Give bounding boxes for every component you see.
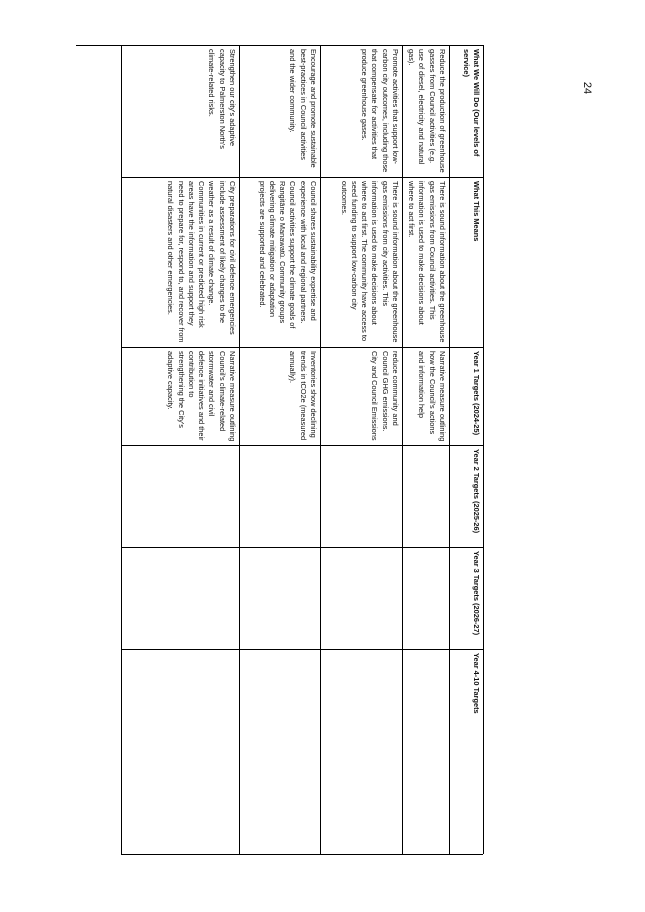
row3-year3 [239,548,320,650]
row4-year1: Narrative measure outlining Council's climate-related stormwater and civil defence initiatives and their contribution to strengthening the City's adaptive capacity. [121,348,239,446]
row4-means: City preparations for civil defence emergencies include assessment of likely changes to the weather as a result of climate change. Communities in current or predicted high risk areas have the information and support they need to prepare for, respond to, and recover from natural disasters and other emergencies. [121,178,239,348]
row1-year4-10 [402,650,449,855]
row3-year1: Inventories show declining trends in tCO2e (measured annually). [239,348,320,446]
row3-will-do: Encourage and promote sustainable best-practices in Council activities and the wider community. [239,46,320,178]
row1-year2 [402,446,449,548]
row2-year2 [320,446,402,548]
row2-means: There is sound information about the greenhouse gas emissions from city activities. This information is used to make decisions about where to act first. The community have access to seed funding to support low-carbon city outcomes. [320,178,402,348]
row3-year4-10 [239,650,320,855]
row1-means: There is sound information about the greenhouse gas emissions from Council activities. This information is used to make decisions about where to act first. [402,178,449,348]
row3-means: Council shares sustainability expertise and experience with local and regional partners. Council activities support the climate goals of Rangitāne o Manawatū. Community groups delivering climate mitigation or adaptation projects are supported and celebrated. [239,178,320,348]
row1-year1: Narrative measure outlining how the Council's actions and information help [402,348,449,446]
row4-year2 [121,446,239,548]
header-will-do: What We Will Do (Our levels of service) [449,46,483,178]
row2-year3 [320,548,402,650]
row4-year4-10 [121,650,239,855]
header-year2: Year 2 Targets (2025-26) [449,446,483,548]
row2-will-do: Promote activities that support low-carbon city outcomes, including those that compensate for activities that produce greenhouse gases. [320,46,402,178]
header-means: What This Means [449,178,483,348]
levels-of-service-table [76,45,484,854]
row1-year3 [402,548,449,650]
header-year3: Year 3 Targets (2026-27) [449,548,483,650]
header-year1: Year 1 Targets (2024-25) [449,348,483,446]
row4-will-do: Strengthen our city's adaptive capacity to Palmerston North's climate-related risks. [121,46,239,178]
row1-will-do: Reduce the production of greenhouse gasses from Council activities (e.g. use of diesel, electricity and natural gas). [402,46,449,178]
row3-year2 [239,446,320,548]
rotated-table-wrapper [76,45,484,854]
row2-year4-10 [320,650,402,855]
header-year4-10: Year 4-10 Targets [449,650,483,855]
page-number: 24 [581,81,593,95]
row4-year3 [121,548,239,650]
row2-year1: reduce community and Council GHG emissions. City and Council Emissions [320,348,402,446]
